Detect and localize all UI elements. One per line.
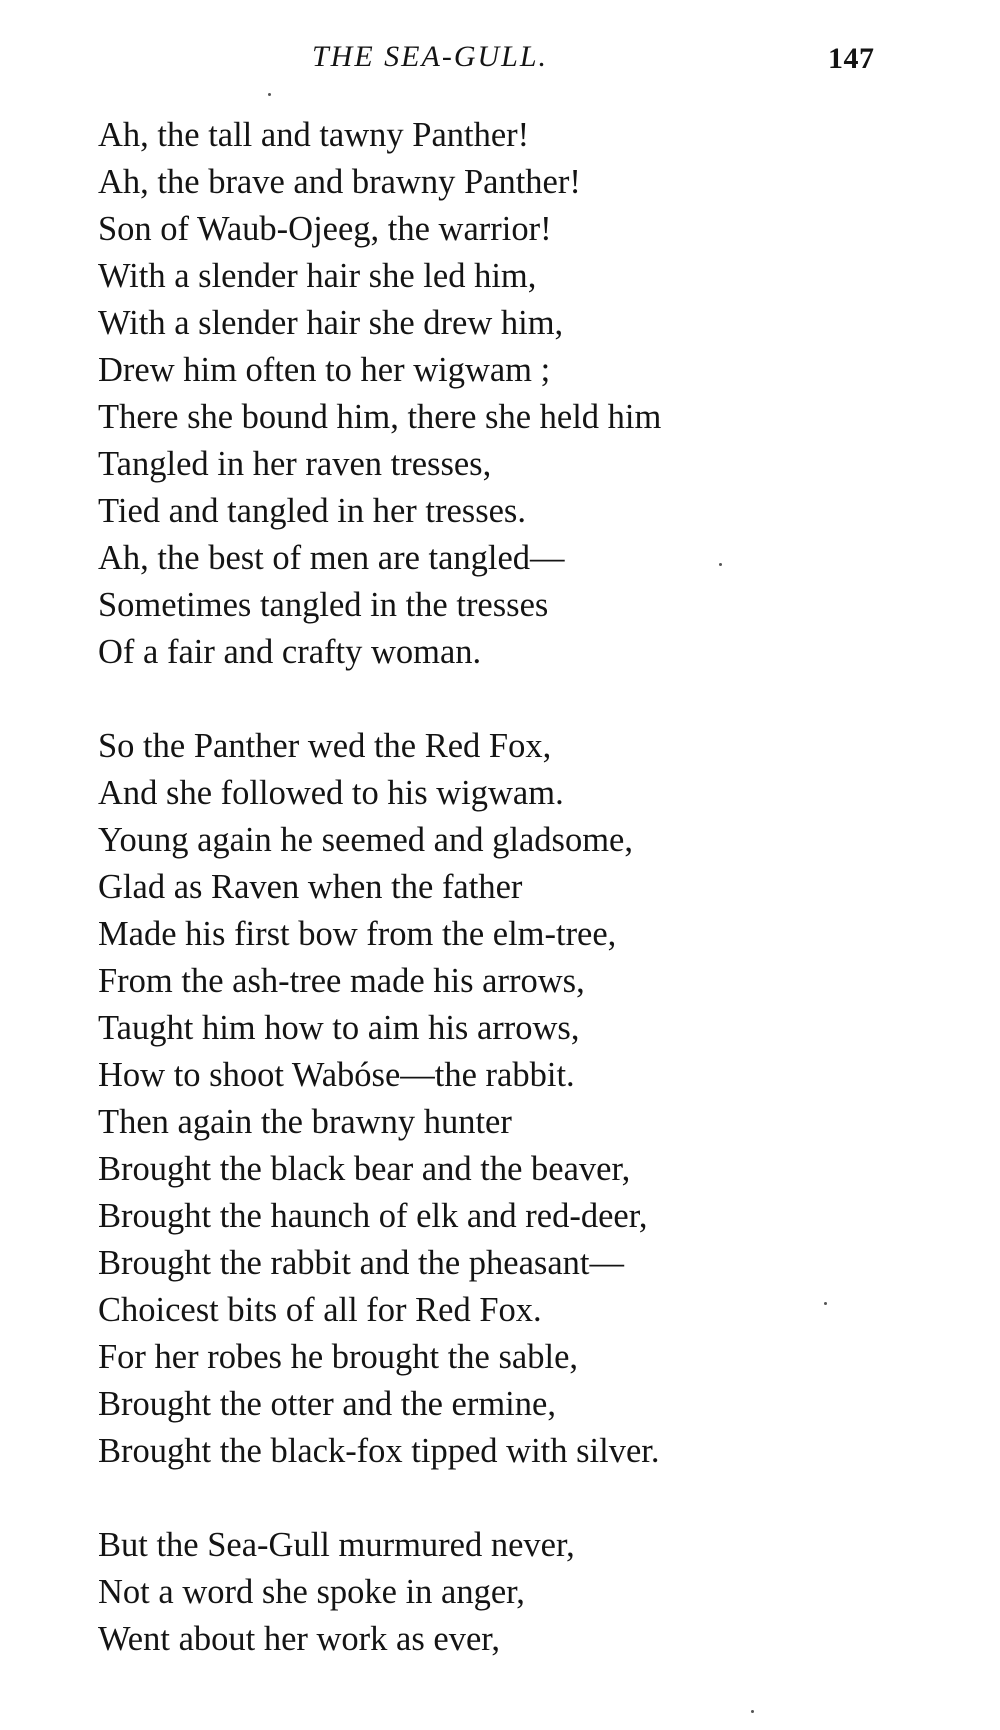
print-speck [751, 1710, 754, 1713]
stanza-3 [98, 1522, 958, 1663]
verse-line: How to shoot Wabóse—the rabbit. [98, 1056, 575, 1094]
running-title: THE SEA-GULL. [312, 40, 549, 73]
verse-line: Son of Waub-Ojeeg, the warrior! [98, 210, 552, 248]
verse-line: Ah, the brave and brawny Panther! [98, 163, 581, 201]
verse-line: Made his first bow from the elm-tree, [98, 915, 617, 953]
verse-line: Taught him how to aim his arrows, [98, 1009, 580, 1047]
verse-line: From the ash-tree made his arrows, [98, 962, 585, 1000]
verse-line: Brought the rabbit and the pheasant— [98, 1244, 624, 1282]
verse-line: Ah, the tall and tawny Panther! [98, 116, 530, 154]
verse-line: With a slender hair she led him, [98, 257, 537, 295]
verse-line: Brought the black-fox tipped with silver. [98, 1432, 660, 1470]
verse-line: Ah, the best of men are tangled— [98, 539, 565, 577]
verse-line: Tangled in her raven tresses, [98, 445, 492, 483]
verse-line: Tied and tangled in her tresses. [98, 492, 526, 530]
verse-line: And she followed to his wigwam. [98, 774, 564, 812]
verse-line: Young again he seemed and gladsome, [98, 821, 633, 859]
stanza-1 [98, 112, 958, 676]
verse-line: Brought the black bear and the beaver, [98, 1150, 631, 1188]
verse-line: Drew him often to her wigwam ; [98, 351, 551, 389]
verse-line: Sometimes tangled in the tresses [98, 586, 549, 624]
verse-line: There she bound him, there she held him [98, 398, 662, 436]
print-speck [719, 563, 722, 566]
print-speck [268, 93, 271, 96]
verse-line: Then again the brawny hunter [98, 1103, 512, 1141]
stanza-2 [98, 723, 958, 1475]
verse-line: Went about her work as ever, [98, 1620, 501, 1658]
verse-line: Not a word she spoke in anger, [98, 1573, 525, 1611]
verse-line: With a slender hair she drew him, [98, 304, 564, 342]
verse-line: So the Panther wed the Red Fox, [98, 727, 552, 765]
running-head [0, 40, 1000, 80]
verse-line: But the Sea-Gull murmured never, [98, 1526, 575, 1564]
print-speck [824, 1302, 827, 1305]
verse-line: Brought the haunch of elk and red-deer, [98, 1197, 648, 1235]
poem-body [98, 112, 958, 1663]
verse-line: Of a fair and crafty woman. [98, 633, 482, 671]
verse-line: For her robes he brought the sable, [98, 1338, 579, 1376]
verse-line: Choicest bits of all for Red Fox. [98, 1291, 542, 1329]
verse-line: Brought the otter and the ermine, [98, 1385, 556, 1423]
page-number: 147 [828, 42, 875, 75]
verse-line: Glad as Raven when the father [98, 868, 523, 906]
